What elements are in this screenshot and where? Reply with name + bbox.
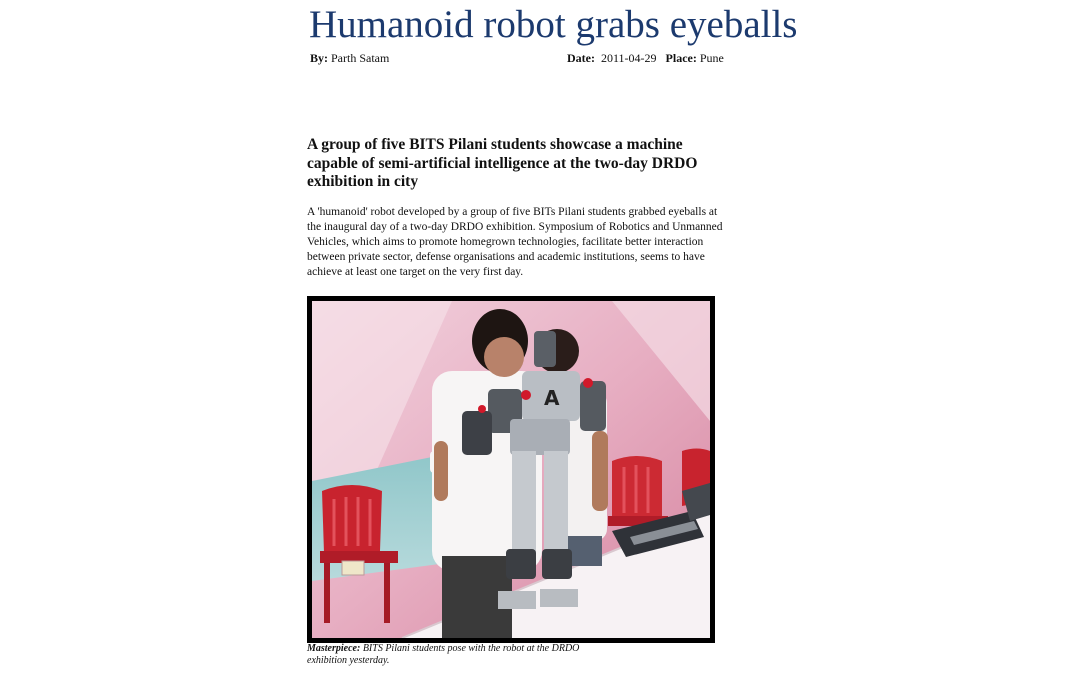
robot-chest-mark: A bbox=[544, 386, 560, 410]
photo-caption bbox=[307, 643, 582, 667]
robot-photo-illustration bbox=[312, 301, 710, 638]
article-headline: Humanoid robot grabs eyeballs bbox=[309, 3, 798, 46]
article-place: Pune bbox=[699, 51, 724, 65]
dateline bbox=[567, 50, 724, 66]
article-subheadline: A group of five BITS Pilani students showcase a machine capable of semi-artificial intelligence at the two-day DRDO exhibition in city bbox=[307, 136, 698, 190]
article-date: 2011-04-29 bbox=[600, 51, 657, 65]
byline-label: By: bbox=[310, 51, 328, 65]
date-label: Date: bbox=[567, 51, 595, 65]
place-label: Place: bbox=[665, 51, 697, 65]
caption-label: Masterpiece: bbox=[307, 643, 361, 654]
byline bbox=[310, 50, 389, 66]
article-body: A 'humanoid' robot developed by a group of five BITs Pilani students grabbed eyeballs at the inaugural day of a two-day DRDO exhibition. Symposium of Robotics and Unmanned Vehicles, which aims to promote homegrown technologies, facilitate better interaction between private sector, defense organisations and academic institutions, seems to have achieve at least one target on the very first day. bbox=[307, 206, 723, 278]
article-photo bbox=[307, 296, 715, 643]
small-box bbox=[342, 561, 364, 575]
caption-text: BITS Pilani students pose with the robot at the DRDO exhibition yesterday. bbox=[307, 643, 580, 666]
author-name: Parth Satam bbox=[331, 51, 390, 65]
